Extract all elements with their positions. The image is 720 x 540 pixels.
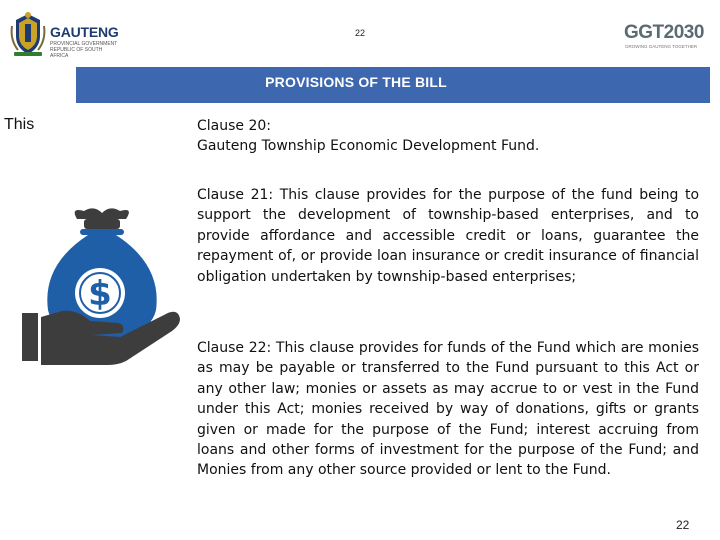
gauteng-logo	[8, 10, 120, 58]
clause-label: Clause 20:	[197, 118, 272, 134]
clause-text: Gauteng Township Economic Development Fund.	[197, 138, 540, 155]
footer-page-number: 22	[676, 518, 690, 532]
clause-label: Clause 21:	[197, 187, 274, 203]
clause-text: : This clause provides for funds of the Fund which are monies as may be payable or transferred to the Fund pursuant to this Act or any other law; monies or assets as may accrue to or vest in the Fund under this Act; monies received by way of donations, gifts or grants given or made for the purpose of the Fund; interest accruing from loans and other forms of investment for the purpose of the Fund; and Monies from any other source provided or lent to the Fund.	[197, 340, 699, 479]
title-banner	[76, 67, 710, 103]
ggt2030-logo	[624, 22, 704, 50]
gauteng-subtitle: PROVINCIAL GOVERNMENT	[50, 41, 118, 47]
banner-title: PROVISIONS OF THE BILL	[265, 74, 447, 90]
side-label: This	[4, 116, 35, 133]
ggt2030-wordmark: GGT2030	[624, 22, 704, 43]
clause-21	[197, 185, 699, 287]
gauteng-subtitle-2: REPUBLIC OF SOUTH AFRICA	[50, 47, 103, 59]
header-page-number: 22	[354, 28, 365, 38]
clause-20	[197, 116, 699, 157]
clause-text: This clause provides for the purpose of the fund being to support the development of township-based enterprises, and to provide affordance and accessible credit or loans, guarantee the repayment of, or provide loan insurance or credit insurance of financial obligation undertaken by township-based enterprises;	[197, 187, 700, 285]
ggt2030-tagline: GROWING GAUTENG TOGETHER	[625, 44, 698, 49]
svg-text:$: $	[88, 274, 112, 314]
gauteng-wordmark: GAUTENG	[50, 24, 119, 40]
coat-of-arms-icon	[8, 10, 48, 58]
clause-22	[197, 338, 699, 481]
clause-label: Clause 22	[197, 340, 267, 356]
money-bag-on-hand-icon	[22, 205, 192, 370]
